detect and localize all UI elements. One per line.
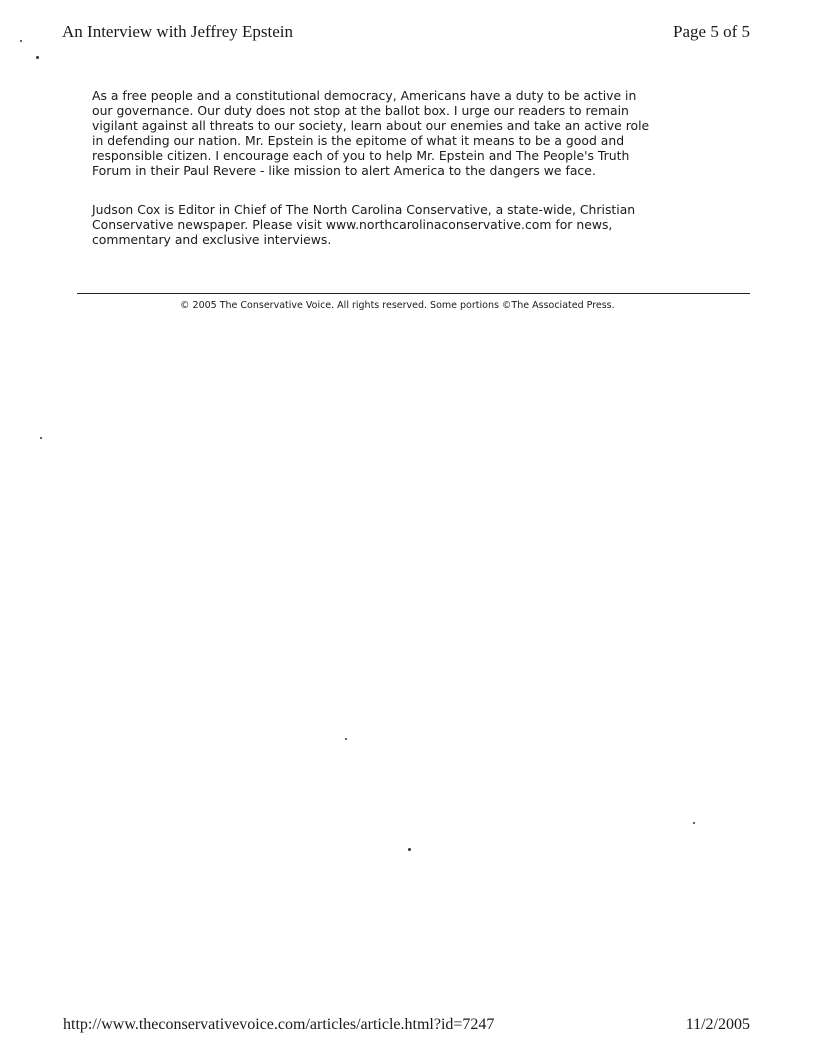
- scan-speck: [408, 848, 411, 851]
- page-indicator: Page 5 of 5: [673, 22, 750, 41]
- author-bio-paragraph: Judson Cox is Editor in Chief of The North Carolina Conservative, a state-wide, Christian Conservative newspaper. Please visit www.northcarolinaconservative.com for news, commentary and exclusive interviews.: [92, 202, 636, 247]
- scan-speck: [693, 822, 695, 824]
- document-title: An Interview with Jeffrey Epstein: [62, 22, 294, 41]
- scan-speck: [36, 56, 39, 59]
- print-date: 11/2/2005: [685, 1016, 750, 1033]
- copyright-notice: © 2005 The Conservative Voice. All rights reserved. Some portions ©The Associated Press.: [180, 300, 615, 311]
- scan-speck: [20, 40, 22, 42]
- scan-speck: [40, 437, 42, 439]
- print-url: http://www.theconservativevoice.com/articles/article.html?id=7247: [63, 1016, 495, 1033]
- footer-divider: [77, 293, 750, 294]
- article-paragraph: As a free people and a constitutional democracy, Americans have a duty to be active in our governance. Our duty does not stop at the ballot box. I urge our readers to remain vigilant against all threats to our society, learn about our enemies and take an active role in defending our nation. Mr. Epstein is the epitome of what it means to be a good and responsible citizen. I encourage each of you to help Mr. Epstein and The People's Truth Forum in their Paul Revere - like mission to alert America to the dangers we face.: [92, 88, 650, 178]
- scan-speck: [345, 738, 347, 740]
